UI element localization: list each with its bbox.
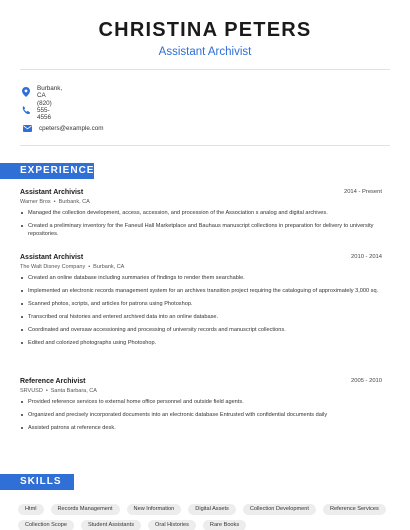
job-entry — [20, 377, 382, 432]
job-bullets — [20, 398, 382, 432]
contact-phone — [22, 101, 54, 119]
job-meta — [20, 263, 382, 271]
separator-dot: • — [45, 388, 48, 394]
job-entry — [20, 188, 382, 253]
skill-row — [18, 504, 392, 515]
skill-chip: Html — [18, 504, 44, 515]
job-company: Warner Bros — [20, 199, 51, 205]
job-entry — [20, 253, 382, 377]
skill-chip: Records Management — [51, 504, 120, 515]
list-item: Organized and precisely incorporated documents into an electronic database Entrusted with confidential documents daily — [20, 411, 382, 419]
email-icon — [22, 123, 32, 133]
job-dates: 2005 - 2010 — [351, 378, 382, 384]
job-bullets — [20, 209, 382, 238]
skill-row — [18, 520, 392, 530]
separator-dot: • — [53, 199, 56, 205]
candidate-name: CHRISTINA PETERS — [98, 19, 312, 41]
job-dates: 2010 - 2014 — [351, 254, 382, 260]
contact-phone-text: (820) 555-4556 — [37, 99, 52, 121]
skill-chip: Student Assistants — [81, 520, 141, 530]
resume-header — [0, 0, 410, 59]
job-dates: 2014 - Present — [343, 189, 382, 195]
skill-chip: Collection Scope — [18, 520, 74, 530]
list-item: Coordinated and oversaw accessioning and processing of university records and manuscript collections. — [20, 326, 382, 334]
skill-chip: Digital Assets — [188, 504, 236, 515]
candidate-role: Assistant Archivist — [158, 46, 252, 58]
experience-heading: EXPERIENCE — [0, 163, 94, 179]
list-item: Created an online database including summaries of findings to render them searchable. — [20, 274, 382, 282]
divider — [20, 145, 390, 146]
job-location: Santa Barbara, CA — [50, 388, 97, 394]
list-item: Assisted patrons at reference desk. — [20, 424, 382, 432]
skill-chip: New Information — [127, 504, 182, 515]
list-item: Managed the collection development, access, accession, and procession of the Association s analog and digital archives. — [20, 209, 382, 217]
job-meta — [20, 387, 382, 395]
separator-dot: • — [88, 264, 91, 270]
skill-chip: Oral Histories — [148, 520, 196, 530]
contact-email-text: cpeters@example.com — [39, 124, 104, 132]
job-meta — [20, 198, 382, 206]
skills-list — [18, 504, 392, 530]
job-location: Burbank, CA — [58, 199, 90, 205]
job-title: Assistant Archivist — [20, 254, 84, 261]
job-company: The Walt Disney Company — [20, 264, 86, 270]
list-item: Created a preliminary inventory for the Faneuil Hall Marketplace and Bauhaus manuscript collections in preparation for delivery to university repositories. — [20, 222, 382, 238]
job-location: Burbank, CA — [93, 264, 125, 270]
contact-email — [22, 119, 104, 137]
list-item: Edited and colorized photographs using Photoshop. — [20, 339, 382, 347]
list-item: Transcribed oral histories and entered archived data into an online database. — [20, 313, 382, 321]
divider — [20, 69, 390, 70]
job-bullets — [20, 274, 382, 347]
job-company: SRVUSD — [20, 388, 43, 394]
list-item: Provided reference services to external home office personnel and outside field agents. — [20, 398, 382, 406]
skill-chip: Collection Development — [243, 504, 316, 515]
job-title: Assistant Archivist — [20, 189, 84, 196]
location-pin-icon — [22, 87, 30, 97]
skills-heading: SKILLS — [0, 474, 74, 490]
phone-icon — [22, 105, 30, 115]
skill-chip: Reference Services — [323, 504, 386, 515]
contact-location-text: Burbank, CA — [37, 85, 63, 99]
list-item: Implemented an electronic records management system for an archives transition project requiring the cataloguing of approximately 3,000 sq. — [20, 287, 382, 295]
experience-list — [20, 188, 382, 437]
skill-chip: Rare Books — [203, 520, 246, 530]
job-title: Reference Archivist — [20, 378, 86, 385]
contact-location — [22, 83, 64, 101]
list-item: Scanned photos, scripts, and articles for patrons using Photoshop. — [20, 300, 382, 308]
